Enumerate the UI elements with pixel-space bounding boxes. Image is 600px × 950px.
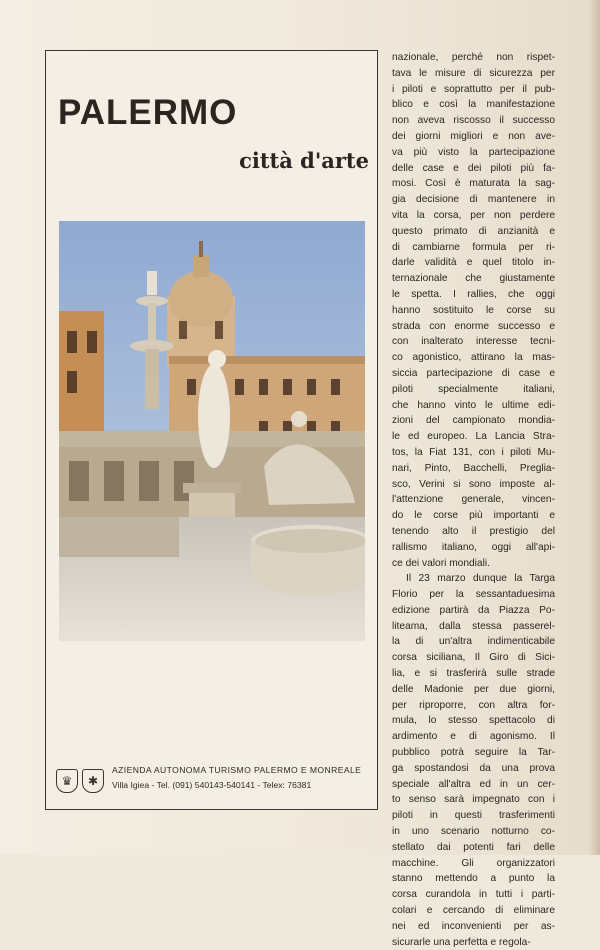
article-line: stellato dai potenti fari delle	[392, 841, 555, 853]
article-line: zioni del campionato mondia-	[392, 415, 555, 427]
page-binding-shadow	[588, 0, 600, 855]
trinacria-emblem-icon: ✱	[82, 769, 104, 793]
article-line: le spetta. I rallies, che oggi	[392, 288, 555, 300]
article-line: delle case e dei piloti più fa-	[392, 162, 555, 174]
article-line: che hanno vinto le ultime edi-	[392, 399, 555, 411]
article-line: questo primato di anzianità e	[392, 225, 555, 237]
article-line: rallismo italiano, oggi all'api-	[392, 541, 555, 553]
article-line: hanno sostituito le corse su	[392, 304, 555, 316]
article-line: corsa curandola in tutti i parti-	[392, 889, 555, 901]
article-line: mula, lo stesso spettacolo di	[392, 715, 555, 727]
article-line: tenendo alto il prestigio del	[392, 525, 555, 537]
article-line: delle Madonie per due giorni,	[392, 683, 555, 695]
article-line: Il 23 marzo dunque la Targa	[406, 573, 555, 585]
article-line: i piloti e soprattutto per il pub-	[392, 83, 555, 95]
article-column	[392, 50, 555, 950]
article-line: piloti in questi trasferimenti	[392, 810, 555, 822]
advert-footer	[54, 763, 372, 803]
article-line: to senso sarà impegnato con i	[392, 794, 555, 806]
article-line: con inalterato interesse tecni-	[392, 336, 555, 348]
article-line: sco, Verini si sono imposte al-	[392, 478, 555, 490]
article-line: mosi. Così è maturata la sag-	[392, 178, 555, 190]
article-line: pubblico potrà seguire la Tar-	[392, 747, 555, 759]
agency-contact: Villa Igiea - Tel. (091) 540143-540141 - Telex: 76381	[112, 780, 312, 790]
fountain-photo	[59, 221, 365, 641]
article-line: co agonistico, attirano la mas-	[392, 352, 555, 364]
article-line: vita la corsa, per non perdere	[392, 209, 555, 221]
article-line: non aveva riscosso il successo	[392, 115, 555, 127]
article-line: lia, e si trasferirà sulle strade	[392, 668, 555, 680]
article-line: l'attenzione generale, vincen-	[392, 494, 555, 506]
article-line: di cambiarne formula per ri-	[392, 241, 555, 253]
article-line: colari e cercando di eliminare	[392, 905, 555, 917]
article-line: ternazionale che giustamente	[392, 273, 555, 285]
coat-of-arms-icon: ♛	[56, 769, 78, 793]
article-line: ga spostandosi da una prova	[392, 762, 555, 774]
tourism-advert-box	[45, 50, 378, 810]
article-line: corsa siciliana, Il Giro di Sici-	[392, 652, 555, 664]
article-line: stanno mettendo a punto la	[392, 873, 555, 885]
article-line: liteama, dalla stessa passerel-	[392, 620, 555, 632]
advert-subtitle: città d'arte	[239, 148, 369, 173]
article-line: ardimento e di agonismo. Il	[392, 731, 555, 743]
article-line: piloti specialmente italiani,	[392, 383, 555, 395]
article-line: per riproporre, con altra for-	[392, 699, 555, 711]
advert-title: PALERMO	[58, 93, 238, 132]
article-line: ce dei valori mondiali.	[392, 557, 490, 569]
article-line: le ed europeo. La Lancia Stra-	[392, 431, 555, 443]
article-line: macchine. Gli organizzatori	[392, 857, 555, 869]
article-line: tava le misure di sicurezza per	[392, 67, 555, 79]
article-line: Florio per la sessantaduesima	[392, 589, 555, 601]
article-line: la di un'altra indimenticabile	[392, 636, 555, 648]
article-line: nari, Pinto, Bacchelli, Preglia-	[392, 462, 555, 474]
article-line: darle validità e quel titolo in-	[392, 257, 555, 269]
article-line: in uno scenario notturno co-	[392, 826, 555, 838]
article-line: sicurarle una perfetta e regola-	[392, 936, 531, 948]
article-line: dei giorni migliori e non ave-	[392, 130, 555, 142]
article-line: va più visto la partecipazione	[392, 146, 555, 158]
article-line: tos, la Fiat 131, con i piloti Mu-	[392, 446, 555, 458]
article-line: nei ed inconvenienti per as-	[392, 920, 555, 932]
article-line: speciale all'altra ed in un cer-	[392, 778, 555, 790]
article-line: gia decisione di mantenere in	[392, 194, 555, 206]
article-line: nazionale, perché non rispet-	[392, 52, 555, 63]
article-line: do le corse più importanti e	[392, 510, 555, 522]
article-line: blico e così la manifestazione	[392, 99, 555, 111]
article-line: edizione partirà da Piazza Po-	[392, 604, 555, 616]
agency-name: AZIENDA AUTONOMA TURISMO PALERMO E MONREALE	[112, 765, 362, 775]
article-line: strada con enorme successo e	[392, 320, 555, 332]
article-line: siccia partecipazione di case e	[392, 367, 555, 379]
